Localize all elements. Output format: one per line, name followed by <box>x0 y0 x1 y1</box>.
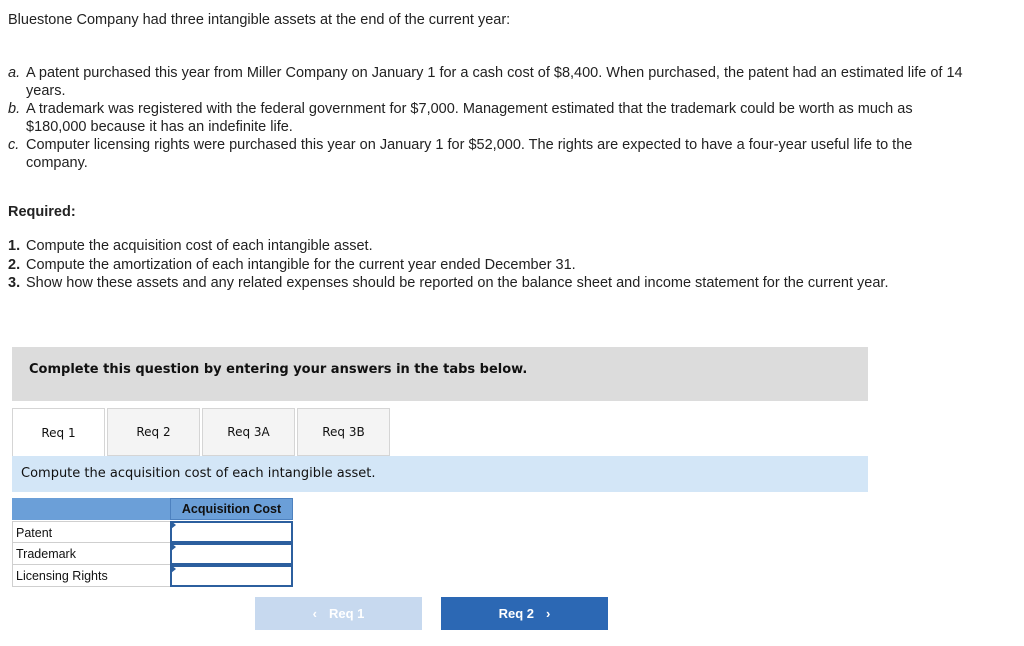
asset-text: A trademark was registered with the federal government for $7,000. Management estimated that the trademark could be worth as much as $180,000 because it has an indefinite life. <box>26 101 913 135</box>
asset-letter: b. <box>8 101 21 117</box>
patent-cost-input[interactable] <box>170 521 293 543</box>
requirement-text: Show how these assets and any related expenses should be reported on the balance sheet and income statement for the current year. <box>26 275 889 291</box>
row-label-trademark: Trademark <box>12 543 170 565</box>
requirement-item-3 <box>8 274 968 293</box>
next-req-label: Req 2 <box>498 606 535 621</box>
input-marker-icon <box>171 543 176 551</box>
asset-item-c <box>8 136 968 172</box>
input-marker-icon <box>171 565 176 573</box>
chevron-left-icon: ‹ <box>312 606 317 621</box>
asset-letter: a. <box>8 65 21 81</box>
requirement-number: 2. <box>8 256 21 273</box>
tab-req-2[interactable]: Req 2 <box>107 408 200 456</box>
input-marker-icon <box>171 521 176 529</box>
instructions-banner: Complete this question by entering your answers in the tabs below. <box>12 347 868 401</box>
requirements-list <box>8 237 968 293</box>
question-intro: Bluestone Company had three intangible assets at the end of the current year: <box>8 12 511 28</box>
tab-req-1[interactable]: Req 1 <box>12 408 105 457</box>
acquisition-cost-header: Acquisition Cost <box>170 498 293 520</box>
row-label-licensing-rights: Licensing Rights <box>12 565 170 587</box>
requirement-text: Compute the acquisition cost of each intangible asset. <box>26 238 373 254</box>
asset-list <box>8 64 968 172</box>
tab-req-3a[interactable]: Req 3A <box>202 408 295 456</box>
requirement-item-2 <box>8 256 968 275</box>
chevron-right-icon: › <box>546 606 551 621</box>
row-label-patent: Patent <box>12 521 170 543</box>
next-req-button[interactable] <box>441 597 608 630</box>
requirement-item-1 <box>8 237 968 256</box>
asset-text: Computer licensing rights were purchased this year on January 1 for $52,000. The rights are expected to have a four-year useful life to the company. <box>26 137 913 171</box>
prev-req-label: Req 1 <box>328 606 365 621</box>
tab-req-3b[interactable]: Req 3B <box>297 408 390 456</box>
table-header-blank <box>12 498 170 520</box>
requirement-number: 1. <box>8 238 21 254</box>
prev-req-button[interactable] <box>255 597 422 630</box>
requirement-text: Compute the amortization of each intangible for the current year ended December 31. <box>26 256 576 273</box>
asset-item-b <box>8 100 968 136</box>
required-heading: Required: <box>8 204 76 220</box>
asset-text: A patent purchased this year from Miller Company on January 1 for a cash cost of $8,400. When purchased, the patent had an estimated life of 14 years. <box>26 65 963 99</box>
requirement-number: 3. <box>8 275 21 291</box>
trademark-cost-input[interactable] <box>170 543 293 565</box>
licensing-rights-cost-input[interactable] <box>170 565 293 587</box>
asset-letter: c. <box>8 137 20 153</box>
tab-prompt: Compute the acquisition cost of each intangible asset. <box>12 456 868 492</box>
asset-item-a <box>8 64 968 100</box>
